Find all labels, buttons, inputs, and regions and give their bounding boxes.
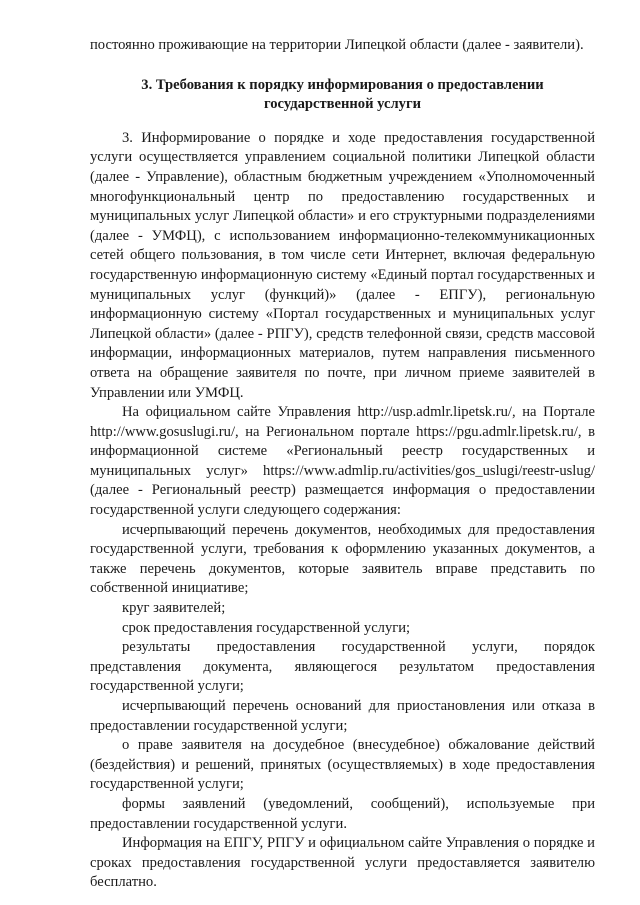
- paragraph-official-sites: На официальном сайте Управления http://usp.admlr.lipetsk.ru/, на Портале http://www.gosuslugi.ru/, на Региональном портале https://pgu.admlr.lipetsk.ru/, в информационной системе «Региональный реестр государственных и муниципальных услуг» https://www.admlip.ru/activities/gos_uslugi/reestr-uslug/ (далее - Региональный реестр) размещается информация о предоставлении государственной услуги следующего содержания:: [90, 404, 595, 519]
- paragraph-free-information: Информация на ЕПГУ, РПГУ и официальном сайте Управления о порядке и сроках предоставления государственной услуги предоставляется заявителю бесплатно.: [90, 835, 595, 891]
- list-item-results: результаты предоставления государственной услуги, порядок представления документа, являющегося результатом предоставления государственной услуги;: [90, 639, 595, 695]
- list-item-documents: исчерпывающий перечень документов, необходимых для предоставления государственной услуги, требования к оформлению указанных документов, а также перечень документов, которые заявитель вправе представить по собственной инициативе;: [90, 521, 595, 597]
- list-item-forms: формы заявлений (уведомлений, сообщений), используемые при предоставлении государственной услуги.: [90, 795, 595, 832]
- list-item-appeal: о праве заявителя на досудебное (внесудебное) обжалование действий (бездействия) и решений, принятых (осуществляемых) в ходе предоставления государственной услуги;: [90, 737, 595, 793]
- section-heading-line-2: государственной услуги: [263, 96, 422, 113]
- list-item-term: срок предоставления государственной услуги;: [122, 619, 411, 636]
- intro-continuation-paragraph: постоянно проживающие на территории Липецкой области (далее - заявители).: [90, 37, 584, 53]
- list-item-applicants: круг заявителей;: [122, 600, 226, 617]
- section-heading: [90, 76, 595, 115]
- document-page: [90, 36, 595, 893]
- paragraph-informing-order: 3. Информирование о порядке и ходе предоставления государственной услуги осуществляется управлением социальной политики Липецкой области (далее - Управление), областным бюджетным учреждением «Уполномоченный многофункциональный центр по предоставлению государственных и муниципальных услуг Липецкой области» и его структурными подразделениями (далее - УМФЦ), с использованием информационно-телекоммуникационных сетей общего пользования, в том числе сети Интернет, включая федеральную государственную информационную систему «Единый портал государственных и муниципальных услуг (функций)» (далее - ЕПГУ), региональную информационную систему «Портал государственных и муниципальных услуг Липецкой области» (далее - РПГУ), средств телефонной связи, средств массовой информации, информационных материалов, путем направления письменного ответа на обращение заявителя по почте, при личном приеме заявителей в Управлении или УМФЦ.: [90, 129, 595, 401]
- section-heading-line-1: 3. Требования к порядку информирования о предоставлении: [141, 76, 544, 93]
- list-item-grounds: исчерпывающий перечень оснований для приостановления или отказа в предоставлении государственной услуги;: [90, 698, 595, 734]
